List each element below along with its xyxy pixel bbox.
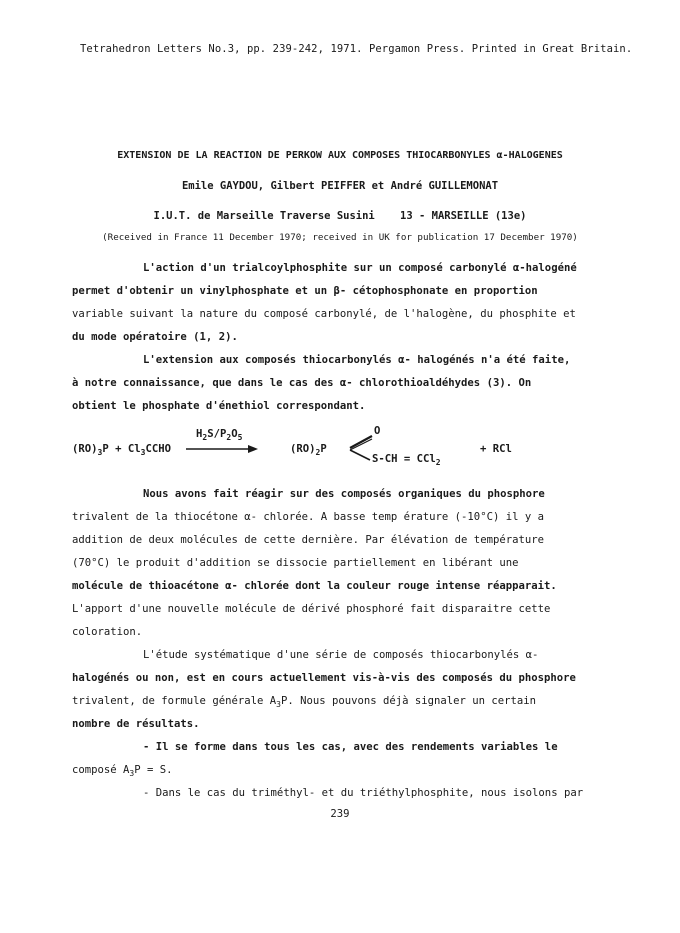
para2-line2: à notre connaissance, que dans le cas des α- chlorothioaldéhydes (3). On: [72, 377, 532, 389]
para3-line7: coloration.: [72, 626, 143, 638]
para4-line2: halogénés ou non, est en cours actuellement vis-à-vis des composés du phosphore: [72, 672, 576, 684]
para2-line1: L'extension aux composés thiocarbonylés α- halogénés n'a été faite,: [143, 354, 571, 366]
para3-line3: addition de deux molécules de cette dernière. Par élévation de température: [72, 534, 544, 546]
para4-line1: L'étude systématique d'une série de composés thiocarbonylés α-: [143, 649, 539, 661]
para4-line4: nombre de résultats.: [72, 718, 200, 730]
para3-line2: trivalent de la thiocétone α- chlorée. A basse temp érature (-10°C) il y a: [72, 511, 544, 523]
page-number: 239: [330, 808, 350, 820]
para3-line4: (70°C) le produit d'addition se dissocie partiellement en libérant une: [72, 557, 519, 569]
affiliation: I.U.T. de Marseille Traverse Susini 13 - MARSEILLE (13e): [153, 210, 527, 222]
para1-line4: du mode opératoire (1, 2).: [72, 331, 238, 343]
received-dates: (Received in France 11 December 1970; received in UK for publication 17 December 1970): [102, 232, 578, 243]
journal-citation: Tetrahedron Letters No.3, pp. 239-242, 1971. Pergamon Press. Printed in Great Britain.: [80, 43, 633, 55]
item1-line2: composé $A_3P = S$.: [72, 764, 173, 778]
para2-line3: obtient le phosphate d'énethiol correspondant.: [72, 400, 366, 412]
equation-product-prefix: $(RO)_2P$: [290, 443, 327, 457]
para1-line3: variable suivant la nature du composé carbonylé, de l'halogène, du phosphite et: [72, 308, 576, 320]
reaction-arrow: [184, 443, 260, 455]
equation-reagent: $H_2S/P_2O_5$: [196, 428, 243, 442]
equation-reactants: $(RO)_3P$ + $Cl_3CCHO$: [72, 443, 171, 457]
para1-line1: L'action d'un trialcoylphosphite sur un composé carbonylé α-halogéné: [143, 262, 577, 274]
item2-line1: - Dans le cas du triméthyl- et du triéthylphosphite, nous isolons par: [143, 787, 584, 799]
product-thio-group: S-CH = CCl$_2$: [372, 453, 441, 467]
para3-line1: Nous avons fait réagir sur des composés organiques du phosphore: [143, 488, 545, 500]
para4-line3: trivalent, de formule générale $A_3P$. Nous pouvons déjà signaler un certain: [72, 695, 537, 709]
para1-line2: permet d'obtenir un vinylphosphate et un β- cétophosphonate en proportion: [72, 285, 538, 297]
equation-byproduct: + RCl: [480, 443, 512, 455]
item1-line1: - Il se forme dans tous les cas, avec des rendements variables le: [143, 741, 558, 753]
para3-line5: molécule de thioacétone α- chlorée dont la couleur rouge intense réapparait.: [72, 580, 557, 592]
product-oxygen: O: [374, 425, 381, 437]
para3-line6: L'apport d'une nouvelle molécule de dérivé phosphoré fait disparaitre cette: [72, 603, 551, 615]
article-title: EXTENSION DE LA REACTION DE PERKOW AUX COMPOSES THIOCARBONYLES α-HALOGENES: [117, 150, 563, 161]
authors: Emile GAYDOU, Gilbert PEIFFER et André GUILLEMONAT: [181, 180, 499, 192]
